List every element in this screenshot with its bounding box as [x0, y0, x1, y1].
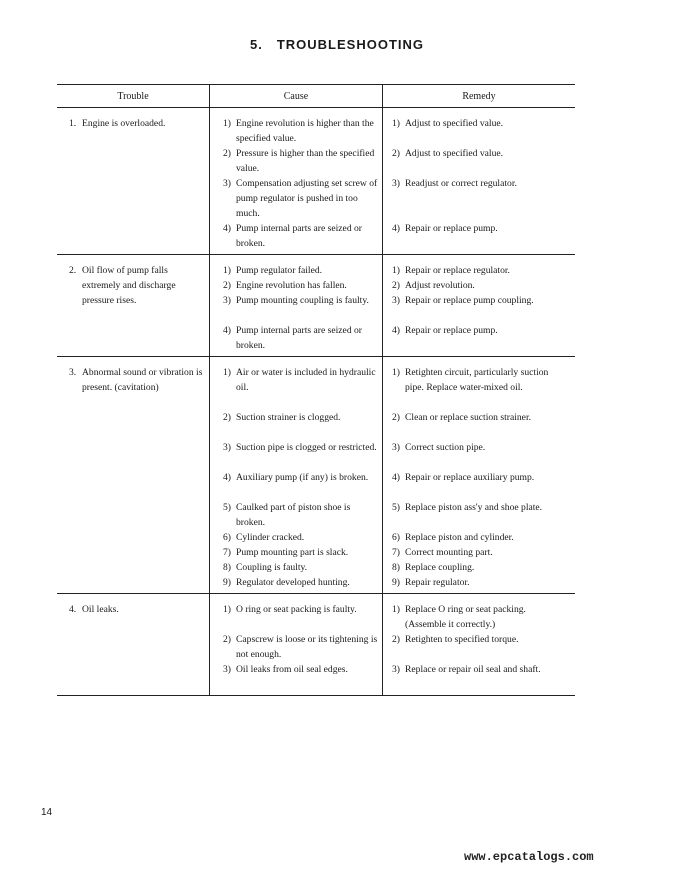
- remedy-cell: [383, 255, 576, 357]
- remedy-cell: [383, 108, 576, 255]
- cause-number: 8): [223, 562, 231, 573]
- cause-number: 1): [223, 604, 231, 615]
- cause-cell: [210, 108, 383, 255]
- cause-item: [210, 323, 382, 353]
- trouble-number: 4.: [69, 604, 77, 615]
- trouble-text: Oil leaks.: [82, 604, 119, 615]
- cause-number: 4): [223, 223, 231, 234]
- remedy-item: [383, 602, 575, 632]
- remedy-text: Repair or replace pump coupling.: [405, 295, 534, 306]
- website-watermark: www.epcatalogs.com: [464, 850, 594, 864]
- remedy-text: Readjust or correct regulator.: [405, 178, 517, 189]
- remedy-item: [383, 116, 575, 146]
- cause-text: Coupling is faulty.: [236, 562, 308, 573]
- remedy-text: Adjust to specified value.: [405, 118, 504, 129]
- cause-item: [210, 560, 382, 575]
- cause-text: Capscrew is loose or its tightening is not enough.: [236, 634, 378, 660]
- remedy-text: Repair regulator.: [405, 577, 470, 588]
- remedy-text: Repair or replace pump.: [405, 223, 498, 234]
- cause-text: Engine revolution has fallen.: [236, 280, 347, 291]
- remedy-number: 1): [392, 265, 400, 276]
- remedy-item: [383, 440, 575, 470]
- remedy-item: [383, 500, 575, 530]
- page-number: 14: [41, 807, 53, 818]
- cause-item: [210, 632, 382, 662]
- remedy-item: [383, 146, 575, 176]
- cause-text: Air or water is included in hydraulic oil.: [236, 367, 376, 393]
- remedy-number: 4): [392, 223, 400, 234]
- remedy-item: [383, 530, 575, 545]
- cause-item: [210, 545, 382, 560]
- remedy-number: 1): [392, 604, 400, 615]
- trouble-number: 2.: [69, 265, 77, 276]
- trouble-cell: [57, 108, 210, 255]
- header-cause: Cause: [210, 85, 383, 108]
- cause-number: 4): [223, 325, 231, 336]
- cause-item: [210, 221, 382, 251]
- cause-number: 3): [223, 178, 231, 189]
- remedy-number: 3): [392, 664, 400, 675]
- trouble-number: 3.: [69, 367, 77, 378]
- cause-item: [210, 263, 382, 278]
- remedy-number: 9): [392, 577, 400, 588]
- cause-item: [210, 602, 382, 632]
- cause-item: [210, 176, 382, 221]
- table-row: [57, 594, 575, 696]
- remedy-item: [383, 545, 575, 560]
- cause-number: 3): [223, 442, 231, 453]
- remedy-number: 2): [392, 412, 400, 423]
- remedy-item: [383, 293, 575, 323]
- remedy-text: Replace coupling.: [405, 562, 475, 573]
- trouble-entry: [57, 602, 209, 617]
- section-number: 5.: [249, 37, 263, 52]
- cause-item: [210, 440, 382, 470]
- remedy-item: [383, 365, 575, 410]
- trouble-entry: [57, 116, 209, 131]
- cause-number: 7): [223, 547, 231, 558]
- cause-text: Compensation adjusting set screw of pump regulator is pushed in too much.: [236, 178, 378, 219]
- remedy-cell: [383, 594, 576, 696]
- cause-item: [210, 500, 382, 530]
- cause-text: Engine revolution is higher than the specified value.: [236, 118, 374, 144]
- trouble-cell: [57, 594, 210, 696]
- remedy-number: 3): [392, 178, 400, 189]
- section-title: TROUBLESHOOTING: [276, 37, 424, 52]
- cause-number: 6): [223, 532, 231, 543]
- cause-text: Pump regulator failed.: [236, 265, 323, 276]
- section-heading: [0, 37, 674, 52]
- cause-item: [210, 410, 382, 440]
- cause-text: Suction strainer is clogged.: [236, 412, 341, 423]
- remedy-item: [383, 410, 575, 440]
- table-header-row: [57, 85, 575, 108]
- table-row: [57, 255, 575, 357]
- remedy-number: 3): [392, 442, 400, 453]
- cause-number: 9): [223, 577, 231, 588]
- remedy-number: 6): [392, 532, 400, 543]
- cause-number: 1): [223, 265, 231, 276]
- cause-text: Suction pipe is clogged or restricted.: [236, 442, 377, 453]
- remedy-text: Adjust to specified value.: [405, 148, 504, 159]
- cause-item: [210, 662, 382, 692]
- cause-text: Regulator developed hunting.: [236, 577, 350, 588]
- trouble-cell: [57, 255, 210, 357]
- cause-cell: [210, 594, 383, 696]
- remedy-cell: [383, 357, 576, 594]
- trouble-number: 1.: [69, 118, 77, 129]
- remedy-number: 8): [392, 562, 400, 573]
- remedy-number: 4): [392, 325, 400, 336]
- remedy-number: 2): [392, 148, 400, 159]
- cause-cell: [210, 357, 383, 594]
- cause-number: 3): [223, 664, 231, 675]
- cause-text: Pressure is higher than the specified value.: [236, 148, 375, 174]
- remedy-number: 1): [392, 118, 400, 129]
- remedy-item: [383, 575, 575, 590]
- cause-text: O ring or seat packing is faulty.: [236, 604, 357, 615]
- cause-number: 5): [223, 502, 231, 513]
- header-trouble: Trouble: [57, 85, 210, 108]
- remedy-text: Replace piston ass'y and shoe plate.: [405, 502, 543, 513]
- remedy-number: 2): [392, 280, 400, 291]
- remedy-text: Replace or repair oil seal and shaft.: [405, 664, 541, 675]
- troubleshooting-table: [57, 84, 575, 696]
- remedy-item: [383, 176, 575, 221]
- cause-text: Pump mounting coupling is faulty.: [236, 295, 369, 306]
- cause-number: 2): [223, 634, 231, 645]
- remedy-text: Retighten circuit, particularly suction pipe. Replace water-mixed oil.: [405, 367, 549, 393]
- table-row: [57, 108, 575, 255]
- cause-text: Auxiliary pump (if any) is broken.: [236, 472, 369, 483]
- cause-number: 2): [223, 280, 231, 291]
- cause-item: [210, 365, 382, 410]
- cause-number: 3): [223, 295, 231, 306]
- remedy-number: 7): [392, 547, 400, 558]
- cause-text: Oil leaks from oil seal edges.: [236, 664, 348, 675]
- cause-item: [210, 278, 382, 293]
- cause-item: [210, 293, 382, 323]
- cause-item: [210, 470, 382, 500]
- cause-number: 1): [223, 367, 231, 378]
- remedy-item: [383, 470, 575, 500]
- remedy-item: [383, 560, 575, 575]
- cause-item: [210, 575, 382, 590]
- remedy-text: Correct mounting part.: [405, 547, 493, 558]
- remedy-text: Repair or replace pump.: [405, 325, 498, 336]
- remedy-item: [383, 662, 575, 692]
- remedy-number: 1): [392, 367, 400, 378]
- cause-item: [210, 146, 382, 176]
- trouble-text: Engine is overloaded.: [82, 118, 166, 129]
- cause-text: Cylinder cracked.: [236, 532, 305, 543]
- remedy-number: 3): [392, 295, 400, 306]
- table-row: [57, 357, 575, 594]
- remedy-text: Replace piston and cylinder.: [405, 532, 514, 543]
- remedy-text: Retighten to specified torque.: [405, 634, 519, 645]
- trouble-text: Oil flow of pump falls extremely and discharge pressure rises.: [82, 265, 176, 306]
- remedy-text: Repair or replace auxiliary pump.: [405, 472, 535, 483]
- cause-number: 2): [223, 148, 231, 159]
- remedy-item: [383, 221, 575, 251]
- cause-cell: [210, 255, 383, 357]
- cause-item: [210, 116, 382, 146]
- trouble-entry: [57, 365, 209, 395]
- remedy-item: [383, 278, 575, 293]
- cause-number: 1): [223, 118, 231, 129]
- remedy-item: [383, 632, 575, 662]
- remedy-number: 4): [392, 472, 400, 483]
- trouble-text: Abnormal sound or vibration is present. (cavitation): [82, 367, 203, 393]
- remedy-text: Replace O ring or seat packing. (Assemble it correctly.): [405, 604, 526, 630]
- cause-text: Pump mounting part is slack.: [236, 547, 349, 558]
- header-remedy: Remedy: [383, 85, 576, 108]
- remedy-text: Clean or replace suction strainer.: [405, 412, 532, 423]
- cause-text: Pump internal parts are seized or broken.: [236, 223, 363, 249]
- remedy-text: Repair or replace regulator.: [405, 265, 510, 276]
- remedy-text: Adjust revolution.: [405, 280, 475, 291]
- cause-text: Pump internal parts are seized or broken.: [236, 325, 363, 351]
- trouble-entry: [57, 263, 209, 308]
- cause-item: [210, 530, 382, 545]
- table-body: [57, 108, 575, 696]
- cause-number: 4): [223, 472, 231, 483]
- remedy-number: 2): [392, 634, 400, 645]
- remedy-number: 5): [392, 502, 400, 513]
- cause-number: 2): [223, 412, 231, 423]
- trouble-cell: [57, 357, 210, 594]
- cause-text: Caulked part of piston shoe is broken.: [236, 502, 351, 528]
- remedy-text: Correct suction pipe.: [405, 442, 486, 453]
- remedy-item: [383, 263, 575, 278]
- remedy-item: [383, 323, 575, 353]
